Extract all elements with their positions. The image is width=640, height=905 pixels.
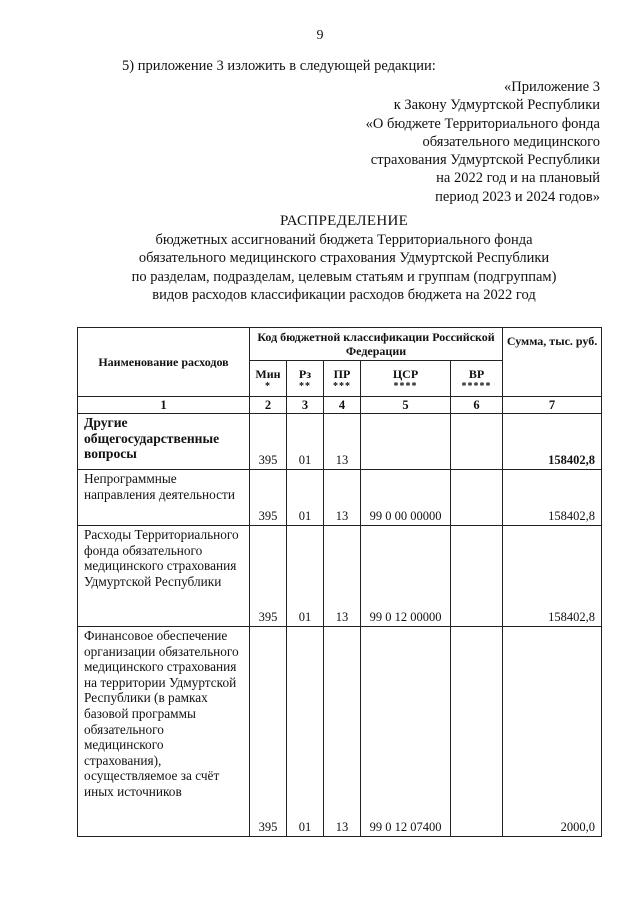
column-number: 2 (250, 397, 287, 414)
row-name: Финансовое обеспечение организации обязательного медицинского страхования на территории Удмуртской Республики (в рамках базовой программы обязательного медицинского страхования), осуществляемое за счёт иных источников (78, 627, 250, 837)
document-heading (0, 212, 640, 305)
row-pr: 13 (324, 526, 361, 627)
table-row (78, 470, 602, 526)
column-number-row (78, 397, 602, 414)
row-pr: 13 (324, 414, 361, 470)
appendix-line: «Приложение 3 (504, 79, 600, 95)
row-min: 395 (250, 627, 287, 837)
column-number: 1 (78, 397, 250, 414)
row-csr (361, 414, 451, 470)
column-number: 5 (361, 397, 451, 414)
table-row (78, 414, 602, 470)
header-name-column: Наименование расходов (78, 328, 250, 397)
appendix-line: страхования Удмуртской Республики (370, 152, 600, 169)
appendix-line: «О бюджете Территориального фонда (365, 115, 600, 132)
row-min: 395 (250, 470, 287, 526)
row-rz: 01 (287, 526, 324, 627)
header-pr: ПР *** (324, 361, 361, 397)
row-vr (451, 627, 503, 837)
table-row (78, 526, 602, 627)
row-name: Расходы Территориального фонда обязательного медицинского страхования Удмуртской Республики (78, 526, 250, 627)
appendix-line: к Закону Удмуртской Республики (393, 97, 600, 114)
subtitle-line: бюджетных ассигнований бюджета Территориального фонда (155, 231, 533, 248)
row-min: 395 (250, 526, 287, 627)
header-vr: ВР ***** (451, 361, 503, 397)
header-rz: Рз ** (287, 361, 324, 397)
row-sum: 158402,8 (503, 526, 602, 627)
row-rz: 01 (287, 470, 324, 526)
row-vr (451, 414, 503, 470)
subtitle-line: видов расходов классификации расходов бюджета на 2022 год (152, 287, 536, 303)
subtitle-line: по разделам, подразделам, целевым статьям и группам (подгруппам) (131, 268, 557, 285)
row-sum: 158402,8 (503, 470, 602, 526)
document-title: РАСПРЕДЕЛЕНИЕ (279, 213, 409, 229)
header-csr: ЦСР **** (361, 361, 451, 397)
row-pr: 13 (324, 470, 361, 526)
row-sum: 2000,0 (503, 627, 602, 837)
page-number: 9 (316, 28, 324, 43)
budget-allocation-table (77, 327, 602, 837)
row-min: 395 (250, 414, 287, 470)
appendix-line: на 2022 год и на плановый (436, 170, 600, 187)
table-row (78, 627, 602, 837)
row-name: Другие общегосударственные вопросы (78, 414, 250, 470)
column-number: 3 (287, 397, 324, 414)
amendment-intro: 5) приложение 3 изложить в следующей редакции: (122, 58, 436, 74)
column-number: 4 (324, 397, 361, 414)
header-min: Мин * (250, 361, 287, 397)
row-rz: 01 (287, 627, 324, 837)
row-vr (451, 526, 503, 627)
header-sum-column: Сумма, тыс. руб. (503, 328, 602, 397)
row-sum: 158402,8 (503, 414, 602, 470)
row-csr: 99 0 12 07400 (361, 627, 451, 837)
row-csr: 99 0 12 00000 (361, 526, 451, 627)
row-vr (451, 470, 503, 526)
appendix-reference (366, 78, 600, 206)
row-csr: 99 0 00 00000 (361, 470, 451, 526)
row-pr: 13 (324, 627, 361, 837)
column-number: 7 (503, 397, 602, 414)
appendix-line: обязательного медицинского (422, 133, 600, 150)
header-code-group: Код бюджетной классификации Российской Федерации (250, 328, 503, 361)
appendix-line: период 2023 и 2024 годов» (435, 188, 600, 205)
column-number: 6 (451, 397, 503, 414)
row-rz: 01 (287, 414, 324, 470)
row-name: Непрограммные направления деятельности (78, 470, 250, 526)
subtitle-line: обязательного медицинского страхования Удмуртской Республики (138, 250, 550, 266)
